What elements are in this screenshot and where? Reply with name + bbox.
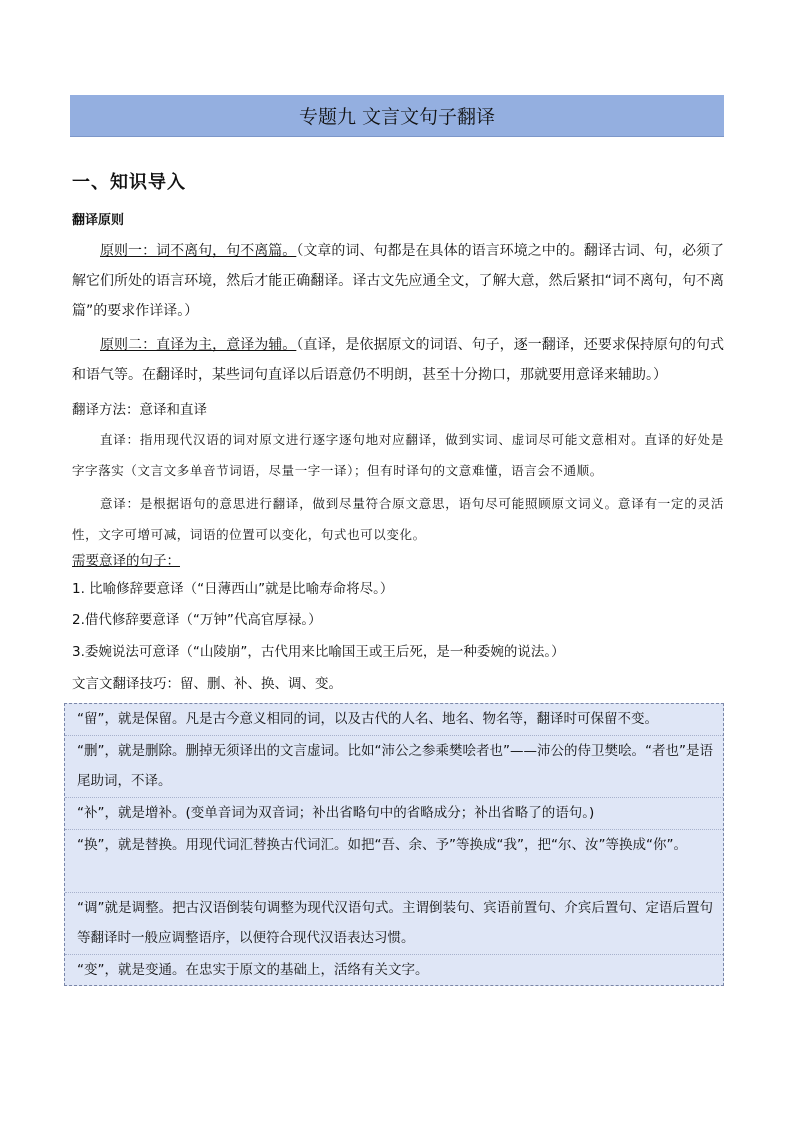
skill-item-keep: “留”，就是保留。凡是古今意义相同的词，以及古代的人名、地名、物名等，翻译时可保留不变。 (77, 711, 658, 727)
principle-two (72, 330, 724, 390)
skill-item-delete: “删”，就是删除。删掉无须译出的文言虚词。比如“沛公之参乘樊哙者也”——沛公的侍卫樊哙。“者也”是语尾助词，不译。 (77, 743, 713, 789)
skill-item-add: “补”，就是增补。(变单音词为双音词；补出省略句中的省略成分；补出省略了的语句。) (77, 805, 595, 821)
skill-item-adjust: “调”就是调整。把古汉语倒装句调整为现代汉语句式。主谓倒装句、宾语前置句、介宾后置句、定语后置句等翻译时一般应调整语序，以便符合现代汉语表达习惯。 (77, 900, 713, 946)
skills-box (64, 703, 724, 986)
free-translation-text: 意译：是根据语句的意思进行翻译，做到尽量符合原文意思，语句尽可能照顾原文词义。意译有一定的灵活性，文字可增可减，词语的位置可以变化，句式也可以变化。 (72, 496, 724, 542)
principle-one-lead: 原则一：词不离句，句不离篇。 (100, 243, 297, 259)
principles-heading: 翻译原则 (72, 213, 125, 228)
principle-two-lead: 原则二：直译为主，意译为辅。 (100, 337, 297, 353)
free-needed-item: 3.委婉说法可意译（“山陵崩”，古代用来比喻国王或王后死，是一种委婉的说法。） (72, 644, 565, 660)
skills-heading: 文言文翻译技巧：留、删、补、换、调、变。 (72, 676, 342, 692)
principle-one (72, 236, 724, 326)
skill-item-replace: “换”，就是替换。用现代词汇替换古代词汇。如把“吾、余、予”等换成“我”，把“尔、汝”等换成“你”。 (77, 837, 687, 853)
literal-translation-text: 直译：指用现代汉语的词对原文进行逐字逐句地对应翻译，做到实词、虚词尽可能文意相对。直译的好处是字字落实（文言文多单音节词语，尽量一字一译）；但有时译句的文意难懂，语言会不通顺。 (72, 432, 724, 478)
free-needed-item: 2.借代修辞要意译（“万钟”代高官厚禄。） (72, 612, 322, 628)
principle-two-body: （直译，是依据原文的词语、句子，逐一翻译，还要求保持原句的句式和语气等。在翻译时，某些词句直译以后语意仍不明朗，甚至十分拗口，那就要用意译来辅助。） (72, 337, 725, 383)
free-needed-item: 1. 比喻修辞要意译（“日薄西山”就是比喻寿命将尽。） (72, 581, 394, 597)
page-title: 专题九 文言文句子翻译 (298, 106, 496, 128)
page-title-banner (70, 95, 724, 137)
free-needed-heading: 需要意译的句子： (72, 553, 180, 569)
methods-heading: 翻译方法：意译和直译 (72, 402, 207, 418)
skill-item-change: “变”，就是变通。在忠实于原文的基础上，活络有关文字。 (77, 962, 429, 978)
principle-one-body: （文章的词、句都是在具体的语言环境之中的。翻译古词、句，必须了解它们所处的语言环境，然后才能正确翻译。译古文先应通全文，了解大意，然后紧扣“词不离句，句不离篇”的要求作详译。） (72, 243, 725, 319)
section-heading: 一、知识导入 (72, 172, 186, 193)
